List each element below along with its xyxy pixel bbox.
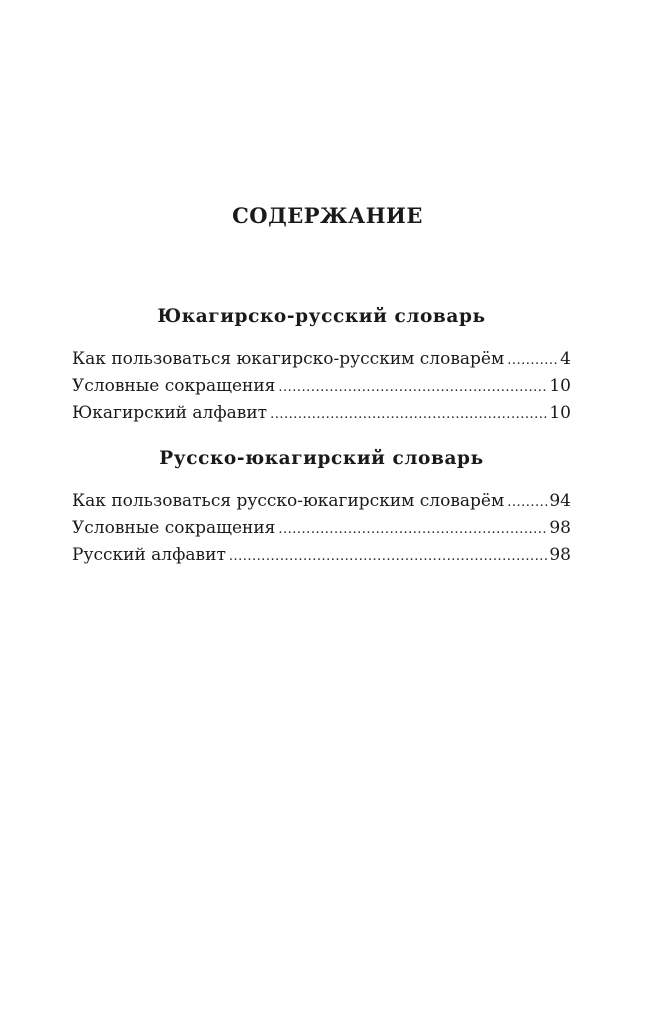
toc-section-yukaghir-russian [72, 304, 571, 427]
section-heading: Русско-юкагирский словарь [159, 448, 484, 469]
toc-list [72, 488, 571, 569]
toc-entry-label: Условные сокращения [72, 518, 276, 538]
dot-leader [229, 543, 548, 570]
toc-page-number: 4 [560, 349, 571, 369]
toc-page-number: 10 [549, 376, 571, 396]
toc-page-number: 98 [549, 518, 571, 538]
page-title: СОДЕРЖАНИЕ [232, 203, 423, 228]
dot-leader [507, 489, 547, 516]
dot-leader [278, 516, 547, 543]
toc-entry-label: Юкагирский алфавит [72, 403, 268, 423]
toc-page-number: 98 [549, 545, 571, 565]
section-heading: Юкагирско-русский словарь [157, 306, 486, 327]
toc-entry-label: Условные сокращения [72, 376, 276, 396]
toc-entry [72, 373, 571, 400]
toc-entry-label: Как пользоваться русско-юкагирским словарём [72, 491, 505, 511]
toc-page-number: 10 [549, 403, 571, 423]
toc-entry [72, 542, 571, 569]
toc-section-russian-yukaghir [72, 446, 571, 569]
dot-leader [507, 347, 558, 374]
toc-entry-label: Как пользоваться юкагирско-русским словарём [72, 349, 505, 369]
toc-page-number: 94 [549, 491, 571, 511]
toc-entry-label: Русский алфавит [72, 545, 226, 565]
dot-leader [270, 401, 547, 428]
toc-entry [72, 515, 571, 542]
toc-entry [72, 346, 571, 373]
toc-entry [72, 400, 571, 427]
toc-entry [72, 488, 571, 515]
dot-leader [278, 374, 547, 401]
toc-list [72, 346, 571, 427]
